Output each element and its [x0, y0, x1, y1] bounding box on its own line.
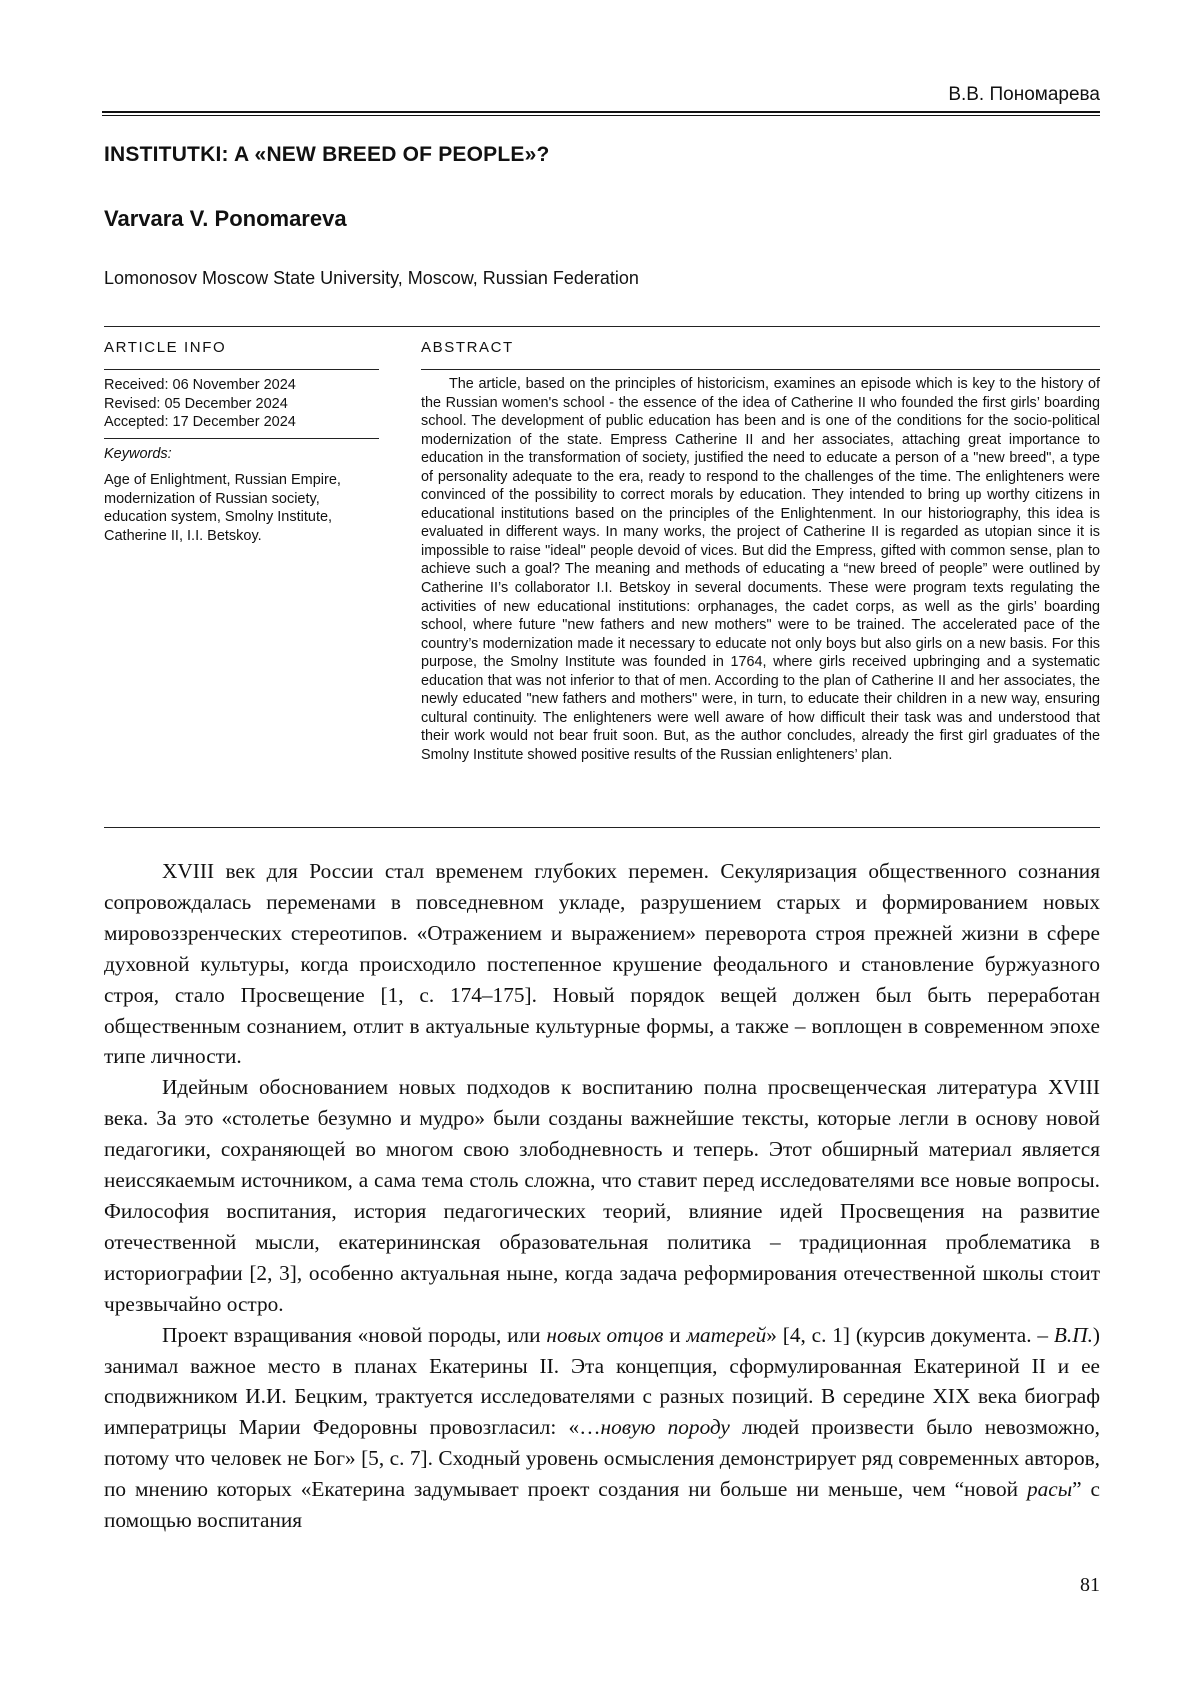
italic-run: В.П. — [1053, 1322, 1093, 1347]
body-paragraph-2: Идейным обоснованием новых подходов к воспитанию полна просвещенческая литература XVIII века. За это «столетье безумно и мудро» были созданы важнейшие тексты, которые легли в основу новой педагогики, сохраняющей во многом свою злободневность и теперь. Этот обширный материал является неиссякаемым источником, а сама тема столь сложна, что ставит перед исследователями все новые вопросы. Философия воспитания, история педагогических теорий, влияние идей Просвещения на развитие отечественной мысли, екатерининская образовательная политика – традиционная проблематика в историографии [2, 3], особенно актуальная ныне, когда задача реформирования отечественной школы стоит чрезвычайно остро. — [104, 1075, 1100, 1316]
article-title: INSTITUTKI: A «NEW BREED OF PEOPLE»? — [104, 143, 550, 166]
text-run: и — [663, 1322, 687, 1347]
article-body — [104, 856, 1100, 1536]
text-run: Проект взращивания «новой породы, или — [162, 1322, 547, 1347]
accepted-date: Accepted: 17 December 2024 — [104, 414, 296, 430]
text-run: ” с помощью воспитания — [104, 1477, 1100, 1533]
header-double-rule — [102, 111, 1100, 116]
article-dates — [104, 376, 296, 432]
keywords-line: Catherine II, I.I. Betskoy. — [104, 527, 262, 544]
text-run: людей произвести было невозможно, потому что человек не Бог» [5, с. 7]. Сходный уровень осмысления демонстрирует ряд современных авторов, по мнению которых «Екатерина задумывает проект создания ни больше ни меньше, чем “новой — [104, 1415, 1101, 1502]
keywords-label: Keywords: — [104, 446, 172, 462]
info-top-rule — [104, 326, 1100, 327]
author-affiliation: Lomonosov Moscow State University, Moscow, Russian Federation — [104, 268, 639, 288]
author-name: Varvara V. Ponomareva — [104, 206, 347, 231]
abstract-text: The article, based on the principles of historicism, examines an episode which is key to the history of the Russian women's school - the essence of the idea of Catherine II who founded the first girls’ boarding school. The development of public education has been and is one of the conditions for the socio-political modernization of the state. Empress Catherine II and her associates, attaching great importance to education in the transformation of society, justified the need to educate a person of a "new breed", a type of personality adequate to the era, ready to respond to the challenges of the time. The enlighteners were convinced of the possibility to correct morals by education. They intended to bring up worthy citizens in educational institutions based on the principles of the Enlightenment. In our historiography, this idea is evaluated in different ways. In many works, the project of Catherine II is regarded as utopian since it is impossible to raise "ideal" people devoid of vices. But did the Empress, gifted with common sense, plan to achieve such a goal? The meaning and methods of educating a “new breed of people” were outlined by Catherine II’s collaborator I.I. Betskoy in several documents. These were program texts regulating the activities of new educational institutions: orphanages, the cadet corps, as well as the girls’ boarding school, where future "new fathers and new mothers" were to be trained. The accelerated pace of the country’s modernization made it necessary to educate not only boys but also girls on a new basis. For this purpose, the Smolny Institute was founded in 1764, where girls received upbringing and a systematic education that was not inferior to that of men. According to the plan of Catherine II and her associates, the newly educated "new fathers and mothers" were, in turn, to educate their children in a new way, ensuring cultural continuity. The enlighteners were well aware of how difficult their task was and understood that their work would not bear fruit soon. But, as the author concludes, already the first girl graduates of the Smolny Institute showed positive results of the Russian enlighteners’ plan. — [421, 376, 1100, 763]
dates-rule — [104, 438, 379, 439]
keywords-list — [104, 471, 341, 545]
keywords-line: modernization of Russian society, — [104, 490, 320, 507]
article-info-heading-rule — [104, 369, 379, 370]
abstract-heading-rule — [421, 369, 1100, 370]
keywords-line: education system, Smolny Institute, — [104, 509, 333, 525]
text-run: ) занимал важное место в планах Екатерины II. Эта концепция, сформулированная Екатериной II и ее сподвижником И.И. Бецким, трактуется исследователями с разных позиций. В середине XIX века биограф императрицы Марии Федоровны провозгласил: «… — [104, 1322, 1100, 1440]
abstract-bottom-rule — [104, 827, 1100, 828]
italic-run: новых отцов — [546, 1322, 664, 1347]
italic-run: расы — [1026, 1477, 1073, 1502]
text-run: » [4, с. 1] (курсив документа. – — [766, 1322, 1054, 1347]
article-info-heading: ARTICLE INFO — [104, 339, 227, 356]
italic-run: матерей — [686, 1322, 767, 1347]
abstract-heading: ABSTRACT — [421, 339, 514, 356]
running-head: В.В. Пономарева — [948, 84, 1100, 105]
revised-date: Revised: 05 December 2024 — [104, 395, 288, 412]
keywords-block — [104, 445, 172, 464]
page-number: 81 — [1080, 1574, 1100, 1596]
received-date: Received: 06 November 2024 — [104, 377, 296, 393]
keywords-line: Age of Enlightment, Russian Empire, — [104, 472, 341, 488]
body-paragraph-3 — [104, 1320, 1100, 1536]
body-paragraph-1: XVIII век для России стал временем глубоких перемен. Секуляризация общественного сознания сопровождалась переменами в повседневном укладе, разрушением старых и формированием новых мировоззренческих стереотипов. «Отражением и выражением» переворота строя прежней жизни в сфере духовной культуры, когда происходило постепенное крушение феодального и становление буржуазного строя, стало Просвещение [1, с. 174–175]. Новый порядок вещей должен был быть переработан общественным сознанием, отлит в актуальные культурные формы, а также – воплощен в современном эпохе типе личности. — [104, 859, 1100, 1069]
italic-run: новую породу — [600, 1415, 730, 1440]
